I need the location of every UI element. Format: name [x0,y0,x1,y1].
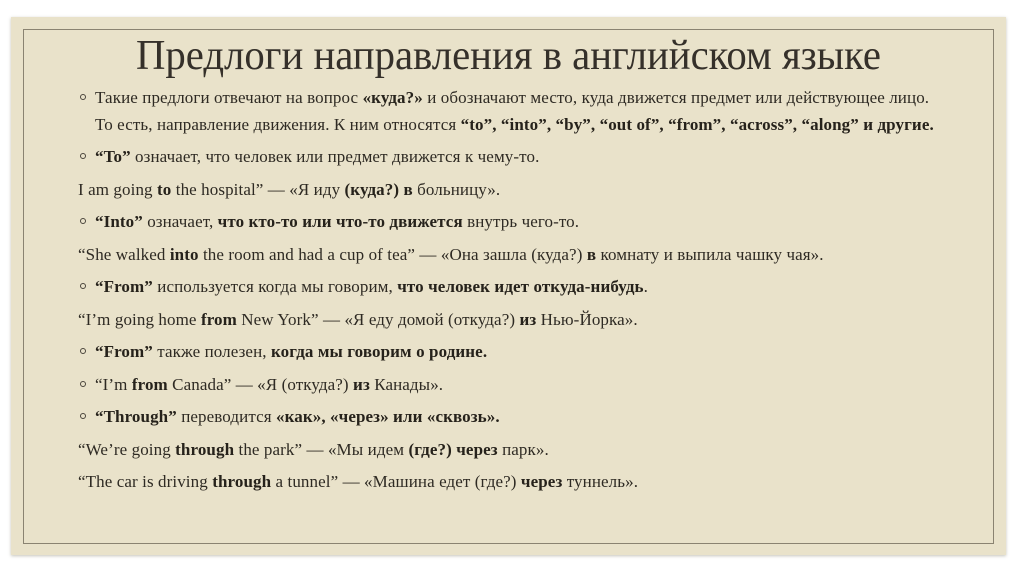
text-segment: through [212,472,272,492]
text-segment: Canada” — «Я (откуда?) [167,374,354,394]
text-segment: “to”, “into”, “by”, “out of”, “from”, “across”, “along” [460,114,859,134]
text-segment: и обозначают место, куда движется предмет или действующее лицо. То есть, направление движения. К ним относятся [95,88,930,134]
slide-frame-border [23,29,994,544]
text-segment: “From” [95,277,153,297]
text-segment: into [169,244,199,264]
text-segment: (куда?) в [344,179,413,199]
slide-title: Предлоги направления в английском языке [135,33,882,79]
text-segment: “She walked [78,244,170,264]
open-circle-bullet-icon [80,94,86,100]
example-line [78,177,951,204]
text-segment: в [586,244,597,264]
text-segment: когда мы говорим о родине. [270,342,488,362]
open-circle-bullet-icon [80,283,86,289]
presentation-slide [11,17,1006,555]
bullet-item [78,144,951,171]
open-circle-bullet-icon [80,381,86,387]
example-line [78,469,951,496]
text-segment: используется когда мы говорим, [152,277,398,297]
text-segment: Канады». [369,374,444,394]
text-segment: Нью-Йорка». [536,309,638,329]
text-segment: through [175,439,235,459]
open-circle-bullet-icon [80,153,86,159]
text-segment: означает, что человек или предмет движется к чему-то. [130,147,540,167]
text-segment: что кто-то или что-то движется [217,212,463,232]
text-segment: внутрь чего-то. [462,212,580,232]
text-segment: “The car is driving [78,472,213,492]
bullet-item [78,85,951,138]
text-segment: и другие. [858,114,934,134]
text-segment: больницу». [412,179,501,199]
text-segment: комнату и выпила чашку чая». [596,244,824,264]
open-circle-bullet-icon [80,348,86,354]
text-segment: the room and had a cup of tea” — «Она зашла (куда?) [198,244,587,264]
text-segment: from [200,309,237,329]
bullet-item [78,274,951,301]
example-line [78,437,951,464]
open-circle-bullet-icon [80,413,86,419]
text-segment: парк». [497,439,549,459]
text-segment: Такие предлоги отвечают на вопрос [95,88,363,108]
text-segment: из [353,374,370,394]
bullet-item [78,209,951,236]
open-circle-bullet-icon [80,218,86,224]
text-segment: a tunnel” — «Машина едет (где?) [271,472,521,492]
text-segment: также полезен, [152,342,271,362]
text-segment: “We’re going [78,439,176,459]
text-segment: (где?) через [408,439,498,459]
text-segment: “To” [95,147,131,167]
text-segment: через [520,472,563,492]
text-segment: “Through” [95,407,177,427]
text-segment: to [157,179,172,199]
slide-content [24,85,993,496]
text-segment: что человек идет откуда-нибудь [397,277,644,297]
text-segment: New York” — «Я еду домой (откуда?) [236,309,520,329]
text-segment: I am going [78,179,158,199]
text-segment: “I’m [95,374,132,394]
text-segment: переводится [176,407,277,427]
text-segment: “From” [95,342,153,362]
text-segment: туннель». [562,472,639,492]
text-segment: из [519,309,537,329]
example-line [78,242,951,269]
text-segment: «куда?» [362,88,423,108]
example-line [78,307,951,334]
text-segment: from [131,374,168,394]
text-segment: “I’m going home [78,309,201,329]
text-segment: the hospital” — «Я иду [171,179,345,199]
text-segment: . [643,277,648,297]
text-segment: «как», «через» или «сквозь». [276,407,500,427]
text-segment: the park” — «Мы идем [234,439,409,459]
bullet-item [78,372,951,399]
bullet-item [78,404,951,431]
text-segment: означает, [142,212,218,232]
bullet-item [78,339,951,366]
text-segment: “Into” [95,212,143,232]
